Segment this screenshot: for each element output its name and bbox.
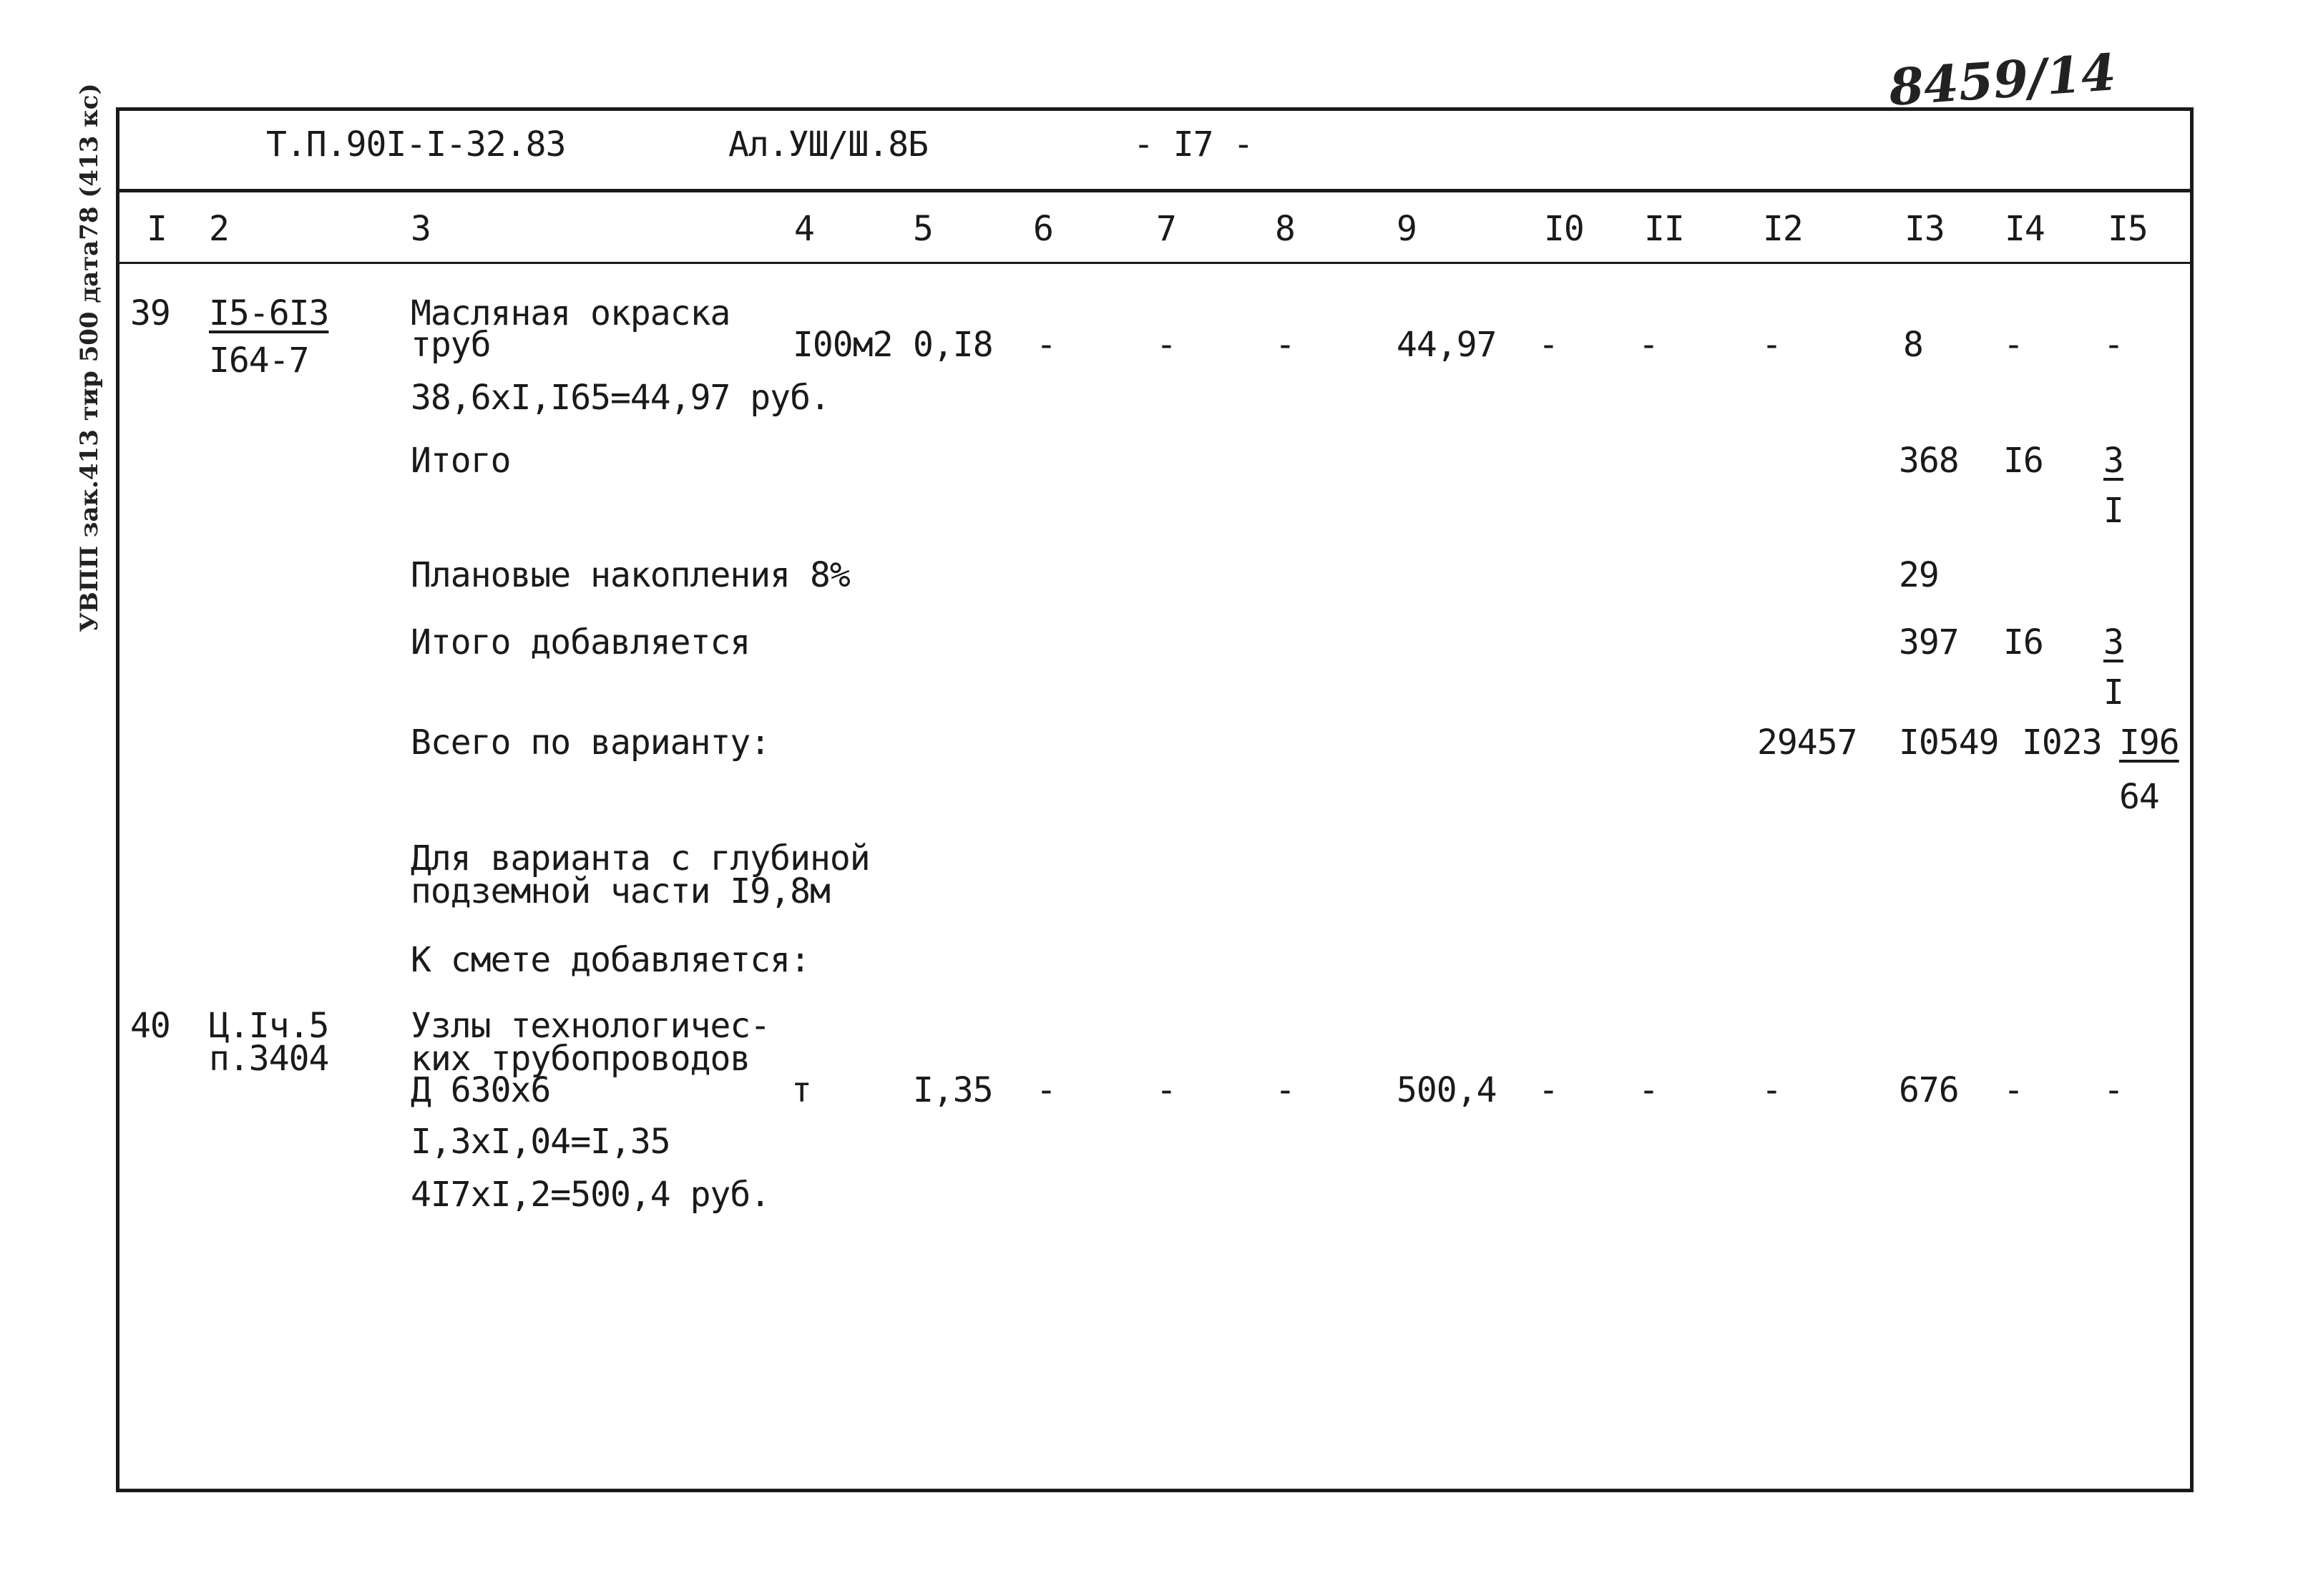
row-39-col-8: - <box>1275 325 1295 365</box>
row-39-quantity: 0,I8 <box>913 325 993 365</box>
row-40-col-7: - <box>1156 1070 1176 1110</box>
column-number-5: 5 <box>913 209 933 249</box>
row-39-col-9: 44,97 <box>1397 325 1497 365</box>
row-39-col-14: - <box>2003 325 2023 365</box>
row-40-col-8: - <box>1275 1070 1295 1110</box>
row-40-col-14: - <box>2003 1070 2023 1110</box>
row-39-code-bottom: I64-7 <box>209 341 309 381</box>
row-40-col-11: - <box>1638 1070 1658 1110</box>
row-39-description-line-1: Масляная окраска <box>411 293 730 333</box>
subtotal-added-label: Итого добавляется <box>411 622 750 662</box>
subtotal-added-col-15-bottom: I <box>2103 672 2123 713</box>
column-number-15: I5 <box>2108 209 2148 249</box>
row-40-col-13: 676 <box>1899 1070 1959 1110</box>
subtotal-added-col-14: I6 <box>2003 622 2043 662</box>
subtotal-label: Итого <box>411 441 511 481</box>
row-40-code-top: Ц.Iч.5 <box>209 1006 329 1046</box>
row-40-description-line-2: ких трубопроводов <box>411 1039 750 1079</box>
column-number-1: I <box>147 209 167 249</box>
column-number-11: II <box>1644 209 1684 249</box>
planned-savings-label: Плановые накопления 8% <box>411 555 850 595</box>
variant-total-col-15-bottom: 64 <box>2119 777 2159 817</box>
header-project-code: Т.П.90I-I-32.83 <box>266 124 566 165</box>
column-number-14: I4 <box>2005 209 2045 249</box>
subtotal-col-15-bottom: I <box>2103 491 2123 531</box>
row-40-col-12: - <box>1761 1070 1781 1110</box>
variant-total-col-12: 29457 <box>1757 723 1857 763</box>
variant-total-label: Всего по варианту: <box>411 723 771 763</box>
variant-total-col-13: I0549 <box>1899 723 1999 763</box>
row-40-col-9: 500,4 <box>1397 1070 1497 1110</box>
estimate-addition-label: К смете добавляется: <box>411 940 810 980</box>
row-40-unit: т <box>791 1070 811 1110</box>
subtotal-added-col-13: 397 <box>1899 622 1959 662</box>
column-number-13: I3 <box>1905 209 1945 249</box>
row-39-code-top: I5-6I3 <box>209 293 329 333</box>
row-39-col-7: - <box>1156 325 1176 365</box>
row-39-number: 39 <box>130 293 170 333</box>
variant-note-line-2: подземной части I9,8м <box>411 871 830 911</box>
row-39-col-15: - <box>2103 325 2123 365</box>
column-number-9: 9 <box>1397 209 1417 249</box>
column-numbers-divider-line <box>116 262 2194 264</box>
row-39-unit: I00м2 <box>793 325 893 365</box>
handwritten-document-number: 8459/14 <box>1887 42 2118 117</box>
row-40-number: 40 <box>130 1006 170 1046</box>
column-number-3: 3 <box>411 209 431 249</box>
row-40-col-6: - <box>1036 1070 1056 1110</box>
row-40-code-bottom: п.3404 <box>209 1039 329 1079</box>
subtotal-col-13: 368 <box>1899 441 1959 481</box>
row-40-col-10: - <box>1538 1070 1558 1110</box>
variant-total-col-14: I023 <box>2022 723 2102 763</box>
row-40-description-line-4: I,3хI,04=I,35 <box>411 1122 670 1162</box>
header-divider-line <box>116 189 2194 192</box>
column-number-6: 6 <box>1033 209 1053 249</box>
row-40-description-line-1: Узлы технологичес- <box>411 1006 771 1046</box>
row-39-description-line-2: труб <box>411 325 491 365</box>
row-39-col-6: - <box>1036 325 1056 365</box>
subtotal-added-col-15-top: 3 <box>2103 622 2123 662</box>
row-40-description-line-5: 4I7хI,2=500,4 руб. <box>411 1175 771 1215</box>
row-39-col-10: - <box>1538 325 1558 365</box>
margin-print-stamp: УВПП зак.413 тир 500 дата78 (413 кс) <box>75 83 104 632</box>
column-number-7: 7 <box>1156 209 1176 249</box>
column-number-10: I0 <box>1544 209 1584 249</box>
column-number-12: I2 <box>1763 209 1803 249</box>
row-40-quantity: I,35 <box>913 1070 993 1110</box>
column-number-8: 8 <box>1275 209 1295 249</box>
subtotal-col-14: I6 <box>2003 441 2043 481</box>
row-40-col-15: - <box>2103 1070 2123 1110</box>
row-39-description-line-3: 38,6хI,I65=44,97 руб. <box>411 378 830 418</box>
column-number-2: 2 <box>209 209 229 249</box>
variant-note-line-1: Для варианта с глубиной <box>411 838 870 878</box>
row-40-description-line-3: Д 630х6 <box>411 1070 551 1110</box>
header-album-number: Ал.УШ/Ш.8Б <box>728 124 928 165</box>
row-39-col-13: 8 <box>1903 325 1923 365</box>
subtotal-col-15-top: 3 <box>2103 441 2123 481</box>
column-number-4: 4 <box>794 209 814 249</box>
header-page-number: - I7 - <box>1133 124 1253 165</box>
planned-savings-col-13: 29 <box>1899 555 1939 595</box>
variant-total-col-15-top: I96 <box>2119 723 2179 763</box>
row-39-col-11: - <box>1638 325 1658 365</box>
row-39-col-12: - <box>1761 325 1781 365</box>
